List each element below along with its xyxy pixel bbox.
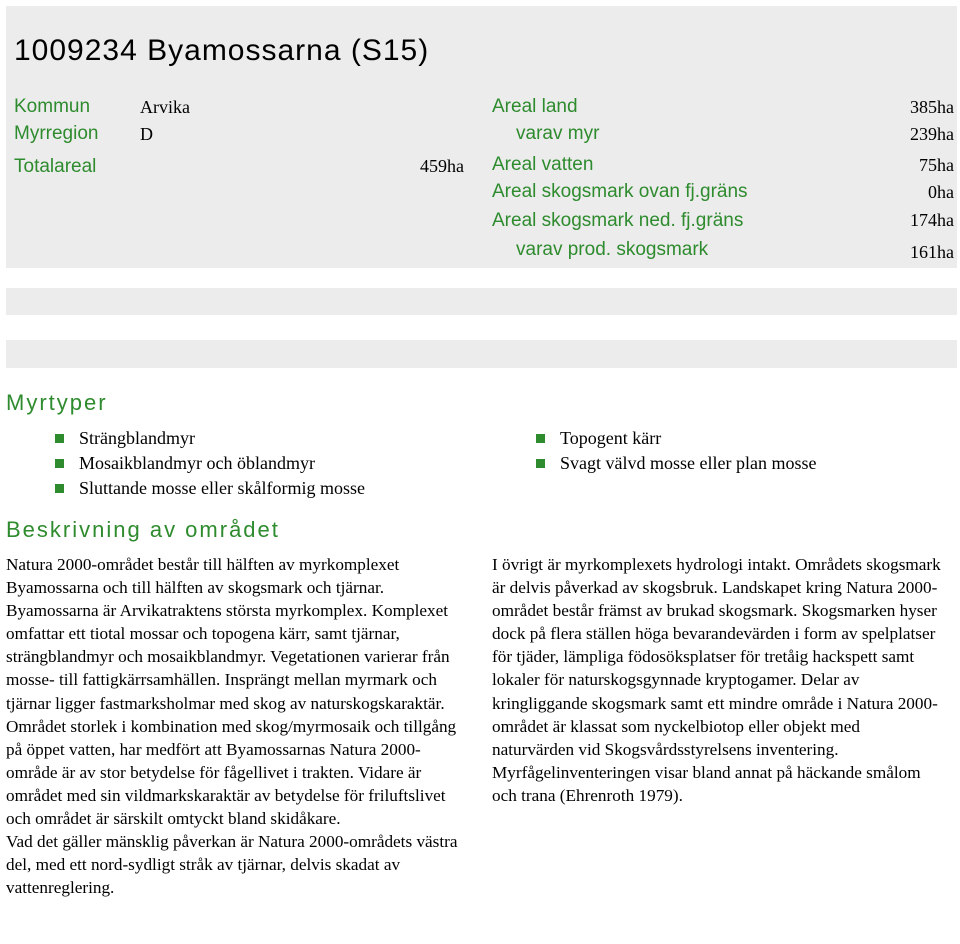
areal-vatten-label: Areal vatten xyxy=(492,154,594,175)
areal-land-label: Areal land xyxy=(492,96,578,117)
list-item: Svagt välvd mosse eller plan mosse xyxy=(530,451,816,476)
beskrivning-heading: Beskrivning av området xyxy=(6,517,280,542)
description-paragraph: Natura 2000-området består till hälften av myrkomplexet Byamossarna och till hälften av skogsmark och tjärnar. Byamossarna är Arvikatraktens största myrkomplex. Komplexet omfattar ett tiotal mossar och topogena kärr, samt tjärnar, strängblandmyr och mosaikblandmyr. Vegetationen varierar från mosse- till fattigkärrsamhällen. Insprängt mellan myrmark och tjärnar ligger fastmarksholmar med skog av naturskogskaraktär. Området storlek i kombination med skog/myrmosaik och tillgång på öppet vatten, har medfört att Byamossarnas Natura 2000-område är av stor betydelse för fågellivet i trakten. Vidare är området med sin vildmarkskaraktär av betydelse för friluftslivet och området är särskilt omtyckt bland skidåkare. xyxy=(6,555,457,829)
varav-myr-label: varav myr xyxy=(516,123,600,144)
page-title: 1009234 Byamossarna (S15) xyxy=(14,34,430,67)
list-item: Sluttande mosse eller skålformig mosse xyxy=(49,476,365,501)
bullet-square-icon xyxy=(55,484,64,493)
totalareal-label: Totalareal xyxy=(14,156,97,177)
description-paragraph: Myrfågelinventeringen visar bland annat på häckande smålom och trana (Ehrenroth 1979). xyxy=(492,762,921,805)
totalareal-value: 459ha xyxy=(420,156,464,176)
divider-bar-1 xyxy=(6,288,957,315)
myrregion-label: Myrregion xyxy=(14,123,99,144)
list-item: Strängblandmyr xyxy=(49,426,365,451)
varav-prod-skogsmark-value: 161ha xyxy=(910,242,954,262)
description-paragraph: I övrigt är myrkomplexets hydrologi intakt. Områdets skogsmark är delvis påverkad av skogsbruk. Landskapet kring Natura 2000-området består främst av brukad skogsmark. Skogsmarken hyser dock på flera ställen höga bevarandevärden i form av spelplatser för tjäder, lämpliga födosöksplatser för tretåig hackspett samt lokaler för naturskogsgynnade kryptogamer. Delar av kringliggande skogsmark samt ett mindre område i Natura 2000-området är klassat som nyckelbiotop eller objekt med naturvärden vid Skogsvårdsstyrelsens inventering. xyxy=(492,555,941,759)
areal-skogsmark-ned-value: 174ha xyxy=(910,210,954,230)
areal-land-value: 385ha xyxy=(910,97,954,117)
description-paragraph: Vad det gäller mänsklig påverkan är Natura 2000-områdets västra del, med ett nord-sydligt stråk av tjärnar, delvis skadat av vattenreglering. xyxy=(6,832,458,898)
description-right-column xyxy=(492,553,942,807)
list-item: Mosaikblandmyr och öblandmyr xyxy=(49,451,365,476)
list-item: Topogent kärr xyxy=(530,426,816,451)
areal-skogsmark-ovan-value: 0ha xyxy=(928,182,954,202)
myrtyper-list-right xyxy=(530,426,816,476)
bullet-square-icon xyxy=(536,459,545,468)
kommun-value: Arvika xyxy=(140,97,190,117)
myrregion-value: D xyxy=(140,124,153,144)
divider-bar-2 xyxy=(6,340,957,368)
myrtyper-list-left xyxy=(49,426,365,501)
varav-prod-skogsmark-label: varav prod. skogsmark xyxy=(516,239,709,260)
myrtyper-heading: Myrtyper xyxy=(6,390,108,415)
kommun-label: Kommun xyxy=(14,96,91,117)
areal-vatten-value: 75ha xyxy=(919,155,954,175)
areal-skogsmark-ned-label: Areal skogsmark ned. fj.gräns xyxy=(492,210,744,231)
varav-myr-value: 239ha xyxy=(910,124,954,144)
description-left-column xyxy=(6,553,472,899)
bullet-square-icon xyxy=(55,434,64,443)
bullet-square-icon xyxy=(536,434,545,443)
bullet-square-icon xyxy=(55,459,64,468)
areal-skogsmark-ovan-label: Areal skogsmark ovan fj.gräns xyxy=(492,181,748,202)
